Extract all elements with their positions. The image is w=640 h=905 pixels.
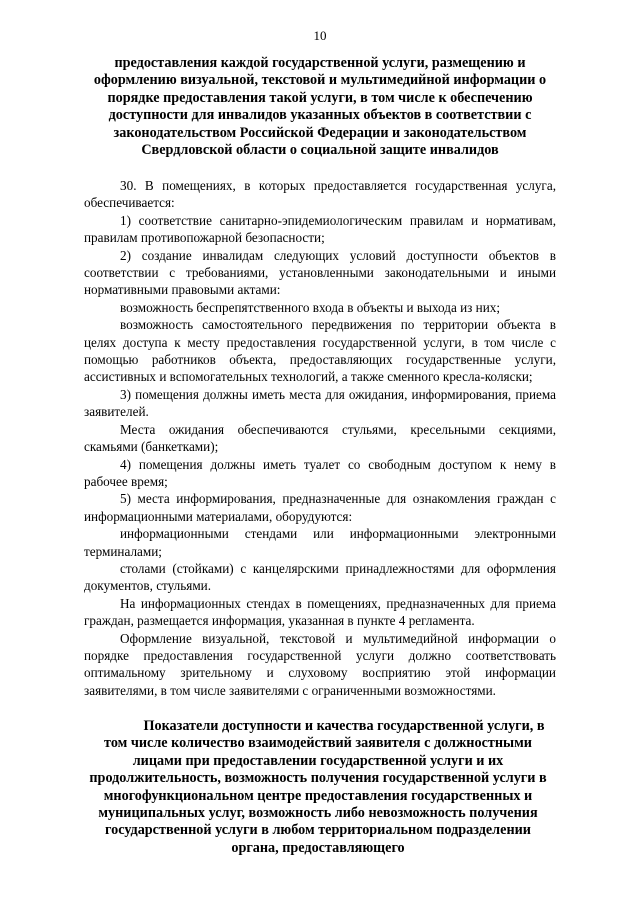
paragraph: Оформление визуальной, текстовой и мультимедийной информации о порядке предоставления государственной услуги должно соответствовать оптимальному зрительному и слуховому восприятию этой информации заявителями, в том числе заявителями с ограниченными возможностями.: [84, 630, 556, 698]
page-number: 10: [313, 28, 327, 43]
section-heading-bottom: [88, 718, 548, 857]
section-heading-top: предоставления каждой государственной услуги, размещению и оформлению визуальной, текстовой и мультимедийной информации о порядке предоставления такой услуги, в том числе к обеспечению доступности для инвалидов указанных объектов в соответствии с законодательством Российской Федерации и законодательством Свердловской области о социальной защите инвалидов: [93, 55, 547, 159]
paragraph: На информационных стендах в помещениях, предназначенных для приема граждан, размещается информация, указанная в пункте 4 регламента.: [84, 595, 556, 629]
paragraph: 4) помещения должны иметь туалет со свободным доступом к нему в рабочее время;: [84, 456, 556, 489]
paragraph: Места ожидания обеспечиваются стульями, кресельными секциями, скамьями (банкетками);: [84, 421, 556, 455]
paragraph: 1) соответствие санитарно-эпидемиологическим правилам и нормативам, правилам противопожарной безопасности;: [84, 212, 556, 246]
section-heading-text: Показатели доступности и качества государственной услуги, в том числе количество взаимодействий заявителя с должностными лицами при предоставлении государственной услуги и их продолжительность, возможность получения государственной услуги в многофункциональном центре предоставления государственных и муниципальных услуг, возможность либо невозможность получения государственной услуги в любом территориальном подразделении органа, предоставляющего: [89, 718, 547, 856]
paragraph: информационными стендами или информационными электронными терминалами;: [84, 526, 556, 559]
paragraph: 2) создание инвалидам следующих условий доступности объектов в соответствии с требованиями, установленными законодательными и иными нормативными правовыми актами:: [84, 247, 556, 298]
paragraph: 3) помещения должны иметь места для ожидания, информирования, приема заявителей.: [84, 386, 556, 420]
paragraph: столами (стойками) с канцелярскими принадлежностями для оформления документов, стульями.: [84, 560, 556, 594]
paragraph: 30. В помещениях, в которых предоставляется государственная услуга, обеспечивается:: [84, 178, 556, 211]
paragraph: возможность самостоятельного передвижения по территории объекта в целях доступа к месту предоставления государственной услуги, в том числе с помощью работников объекта, предоставляющих государственные услуги, ассистивных и вспомогательных технологий, а также сменного кресла-коляски;: [84, 317, 556, 385]
body-text: [84, 177, 556, 699]
paragraph: 5) места информирования, предназначенные для ознакомления граждан с информационными материалами, оборудуются:: [84, 491, 556, 524]
paragraph: возможность беспрепятственного входа в объекты и выхода из них;: [120, 299, 501, 315]
